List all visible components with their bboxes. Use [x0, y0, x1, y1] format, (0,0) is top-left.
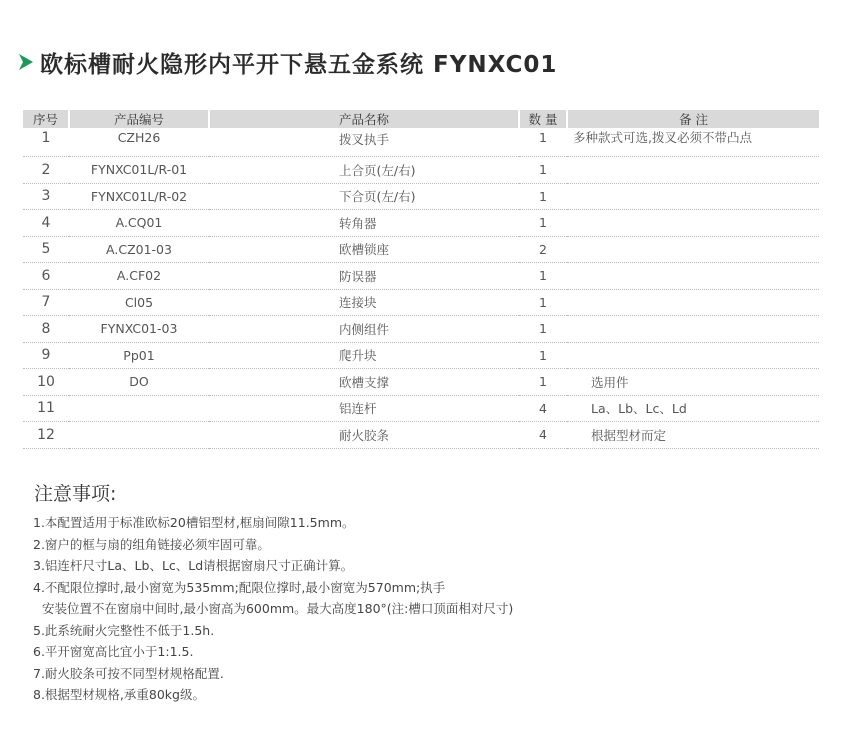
product-name: 防误器 — [209, 263, 519, 290]
note-line: 6.平开窗宽高比宜小于1:1.5. — [33, 644, 194, 659]
product-code: A.CZ01-03 — [69, 236, 209, 263]
page-title: 欧标槽耐火隐形内平开下悬五金系统 FYNXC01 — [40, 51, 558, 78]
product-name: 下合页(左/右) — [209, 183, 519, 210]
remark: 根据型材而定 — [567, 422, 819, 449]
note-line: 2.窗户的框与扇的组角链接必须牢固可靠。 — [33, 536, 270, 552]
table-row — [23, 316, 819, 343]
quantity: 1 — [519, 289, 567, 316]
table-row — [23, 210, 819, 237]
note-line: 安装位置不在窗扇中间时,最小窗高为600mm。最大高度180°(注:槽口顶面相对尺寸) — [42, 601, 514, 616]
table-row — [23, 342, 819, 369]
table-row — [23, 236, 819, 263]
notes-list — [33, 512, 513, 706]
product-code: FYNXC01L/R-01 — [69, 157, 209, 184]
chevron-right-icon — [18, 53, 34, 71]
quantity: 4 — [519, 422, 567, 449]
parts-table — [23, 110, 819, 449]
product-code: FYNXC01-03 — [69, 316, 209, 343]
product-name: 转角器 — [209, 210, 519, 237]
product-name: 欧槽锁座 — [209, 236, 519, 263]
remark — [567, 263, 819, 290]
row-number: 2 — [23, 157, 69, 184]
col-header-code: 产品编号 — [69, 110, 209, 128]
row-number: 5 — [23, 236, 69, 263]
quantity: 1 — [519, 316, 567, 343]
quantity: 1 — [519, 342, 567, 369]
note-line: 1.本配置适用于标准欧标20槽铝型材,框扇间隙11.5mm。 — [33, 515, 355, 530]
col-header-no: 序号 — [23, 110, 69, 128]
product-code: A.CF02 — [69, 263, 209, 290]
row-number: 6 — [23, 263, 69, 290]
product-name: 上合页(左/右) — [209, 157, 519, 184]
row-number: 3 — [23, 183, 69, 210]
quantity: 1 — [519, 263, 567, 290]
table-row — [23, 183, 819, 210]
col-header-name: 产品名称 — [209, 110, 519, 128]
product-name: 爬升块 — [209, 342, 519, 369]
product-name: 耐火胶条 — [209, 422, 519, 449]
quantity: 1 — [519, 210, 567, 237]
quantity: 1 — [519, 369, 567, 396]
row-number: 11 — [23, 395, 69, 422]
remark — [567, 210, 819, 237]
note-line: 4.不配限位撑时,最小窗宽为535mm;配限位撑时,最小窗宽为570mm;执手 — [33, 579, 446, 595]
quantity: 1 — [519, 157, 567, 184]
product-code: Pp01 — [69, 342, 209, 369]
remark — [567, 316, 819, 343]
notes-title: 注意事项: — [34, 483, 117, 505]
remark — [567, 236, 819, 263]
product-code: FYNXC01L/R-02 — [69, 183, 209, 210]
remark — [567, 289, 819, 316]
table-row — [23, 128, 819, 157]
remark — [567, 157, 819, 184]
product-code: A.CQ01 — [69, 210, 209, 237]
product-code: DO — [69, 369, 209, 396]
row-number: 10 — [23, 369, 69, 396]
page-header — [18, 44, 557, 80]
col-header-qty: 数 量 — [519, 110, 567, 128]
row-number: 7 — [23, 289, 69, 316]
row-number: 12 — [23, 422, 69, 449]
table-row — [23, 422, 819, 449]
note-line: 3.铝连杆尺寸La、Lb、Lc、Ld请根据窗扇尺寸正确计算。 — [33, 558, 354, 573]
row-number: 1 — [23, 128, 69, 157]
product-code: CZH26 — [69, 128, 209, 157]
table-row — [23, 263, 819, 290]
remark — [567, 183, 819, 210]
product-name: 拨叉执手 — [209, 128, 519, 157]
product-name: 欧槽支撑 — [209, 369, 519, 396]
remark — [567, 342, 819, 369]
col-header-remark: 备 注 — [567, 110, 819, 128]
note-line: 8.根据型材规格,承重80kg级。 — [33, 687, 205, 702]
remark: 选用件 — [567, 369, 819, 396]
quantity: 1 — [519, 128, 567, 157]
table-row — [23, 369, 819, 396]
product-name: 铝连杆 — [209, 395, 519, 422]
remark: 多种款式可选,拨叉必须不带凸点 — [567, 128, 819, 157]
row-number: 8 — [23, 316, 69, 343]
remark: La、Lb、Lc、Ld — [567, 395, 819, 422]
row-number: 9 — [23, 342, 69, 369]
product-code: Cl05 — [69, 289, 209, 316]
product-name: 连接块 — [209, 289, 519, 316]
quantity: 2 — [519, 236, 567, 263]
table-row — [23, 157, 819, 184]
row-number: 4 — [23, 210, 69, 237]
quantity: 1 — [519, 183, 567, 210]
table-row — [23, 289, 819, 316]
note-line: 5.此系统耐火完整性不低于1.5h. — [33, 622, 215, 638]
quantity: 4 — [519, 395, 567, 422]
note-line: 7.耐火胶条可按不同型材规格配置. — [33, 665, 224, 681]
table-header-row — [23, 110, 819, 128]
product-name: 内侧组件 — [209, 316, 519, 343]
product-code — [69, 422, 209, 449]
table-row — [23, 395, 819, 422]
product-code — [69, 395, 209, 422]
